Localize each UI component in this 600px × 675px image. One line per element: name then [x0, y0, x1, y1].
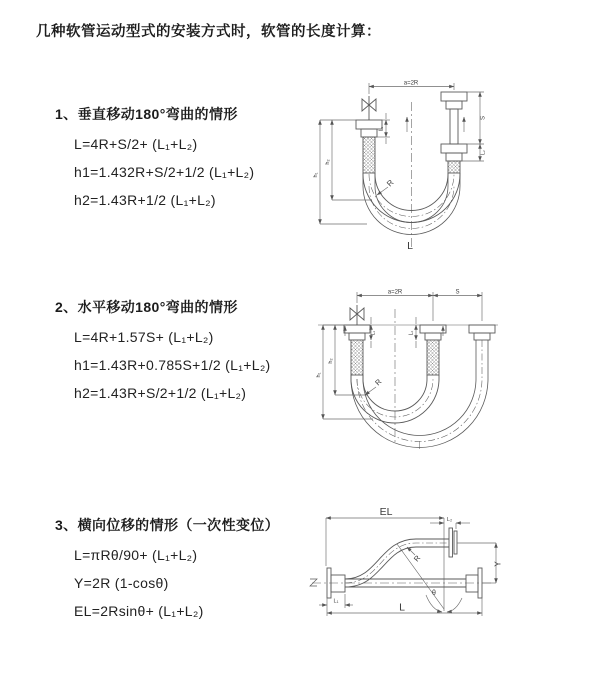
dimension-lines: [319, 518, 496, 616]
dimension-lines: [323, 289, 482, 419]
dim-label-el: EL: [379, 506, 393, 518]
section-vertical-movement-text: [55, 104, 254, 221]
formula-L: L=4R+S/2+ (L₁+L₂): [74, 136, 198, 152]
formula-Y: Y=2R (1-cosθ): [74, 575, 169, 591]
dim-label-a2r: a=2R: [403, 80, 419, 87]
dim-label-s: S: [455, 289, 460, 296]
dim-label-h2: h₂: [325, 159, 331, 165]
dim-label-l2: L₂: [446, 517, 453, 523]
dim-label-l: L: [407, 240, 413, 252]
dim-label-a2r: a=2R: [387, 289, 403, 296]
hose-drawing: [310, 518, 494, 611]
figure-vertical-180-bend: [312, 72, 592, 262]
section-3-heading: 3、横向位移的情形（一次性变位）: [55, 517, 280, 533]
dim-label-h2: h₂: [328, 358, 334, 364]
formula-h2: h2=1.43R+1/2 (L₁+L₂): [74, 192, 216, 208]
centerline-break-mark: [310, 579, 317, 586]
dim-label-l1: L₁: [333, 598, 339, 605]
formula-EL: EL=2Rsinθ+ (L₁+L₂): [74, 603, 204, 619]
dimension-lines: [320, 80, 484, 224]
page-title: 几种软管运动型式的安装方式时，软管的长度计算：: [36, 24, 381, 40]
dim-label-l1: L₁: [378, 126, 385, 132]
dim-label-l: L: [399, 601, 405, 614]
formula-L: L=πRθ/90+ (L₁+L₂): [74, 547, 198, 563]
dim-label-theta: θ: [432, 590, 436, 597]
diagram-vertical-180-bend: [312, 72, 592, 262]
dim-label-h1: h₁: [313, 172, 319, 178]
dim-label-s: S: [480, 115, 487, 121]
formula-h1: h1=1.43R+0.785S+1/2 (L₁+L₂): [74, 357, 271, 373]
diagram-horizontal-180-bend: [310, 283, 595, 453]
figure-horizontal-180-bend: [310, 283, 595, 453]
dimension-labels: [313, 81, 487, 253]
section-2-heading: 2、水平移动180°弯曲的情形: [55, 299, 238, 315]
dim-label-l2: L₂: [480, 150, 487, 155]
dim-label-y: Y: [493, 561, 503, 567]
dim-label-l1: L₁: [370, 330, 377, 336]
dim-label-l2: L₂: [408, 330, 415, 336]
section-horizontal-movement-text: [55, 297, 271, 414]
formula-h2: h2=1.43R+S/2+1/2 (L₁+L₂): [74, 385, 247, 401]
section-2-formulas: [55, 330, 271, 401]
section-lateral-displacement-text: [55, 515, 279, 632]
formula-h1: h1=1.432R+S/2+1/2 (L₁+L₂): [74, 164, 255, 180]
section-3-formulas: [55, 548, 279, 619]
figure-lateral-displacement: [298, 498, 598, 658]
section-1-formulas: [55, 137, 254, 208]
dim-label-r: R: [373, 377, 384, 388]
dim-label-h1: h₁: [316, 372, 322, 378]
dim-label-r: R: [385, 178, 396, 189]
valve-icon: [350, 305, 364, 325]
dimension-labels: [334, 506, 503, 614]
section-1-heading: 1、垂直移动180°弯曲的情形: [55, 106, 238, 122]
dim-label-r: R: [411, 553, 423, 564]
valve-icon: [362, 96, 376, 120]
diagram-lateral-displacement: [298, 498, 598, 658]
hose-drawing: [356, 92, 467, 250]
formula-L: L=4R+1.57S+ (L₁+L₂): [74, 329, 214, 345]
